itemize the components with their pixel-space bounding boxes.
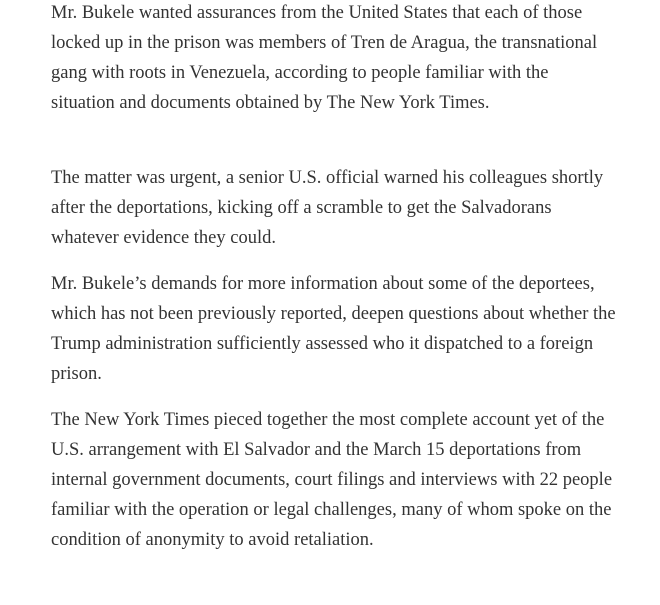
article-paragraph-1: Mr. Bukele wanted assurances from the United States that each of those locked up in the prison was members of Tren de Aragua, the transnational gang with roots in Venezuela, according to people familiar with the situation and documents obtained by The New York Times. xyxy=(51,3,598,113)
article-paragraph-2: The matter was urgent, a senior U.S. official warned his colleagues shortly after the deportations, kicking off a scramble to get the Salvadorans whatever evidence they could. xyxy=(51,168,604,248)
article-paragraph-3: Mr. Bukele’s demands for more information about some of the deportees, which has not been previously reported, deepen questions about whether the Trump administration sufficiently assessed who it dispatched to a foreign prison. xyxy=(51,274,616,384)
article-paragraph-4: The New York Times pieced together the most complete account yet of the U.S. arrangement with El Salvador and the March 15 deportations from internal government documents, court filings and interviews with 22 people familiar with the operation or legal challenges, many of whom spoke on the condition of anonymity to avoid retaliation. xyxy=(51,410,613,550)
